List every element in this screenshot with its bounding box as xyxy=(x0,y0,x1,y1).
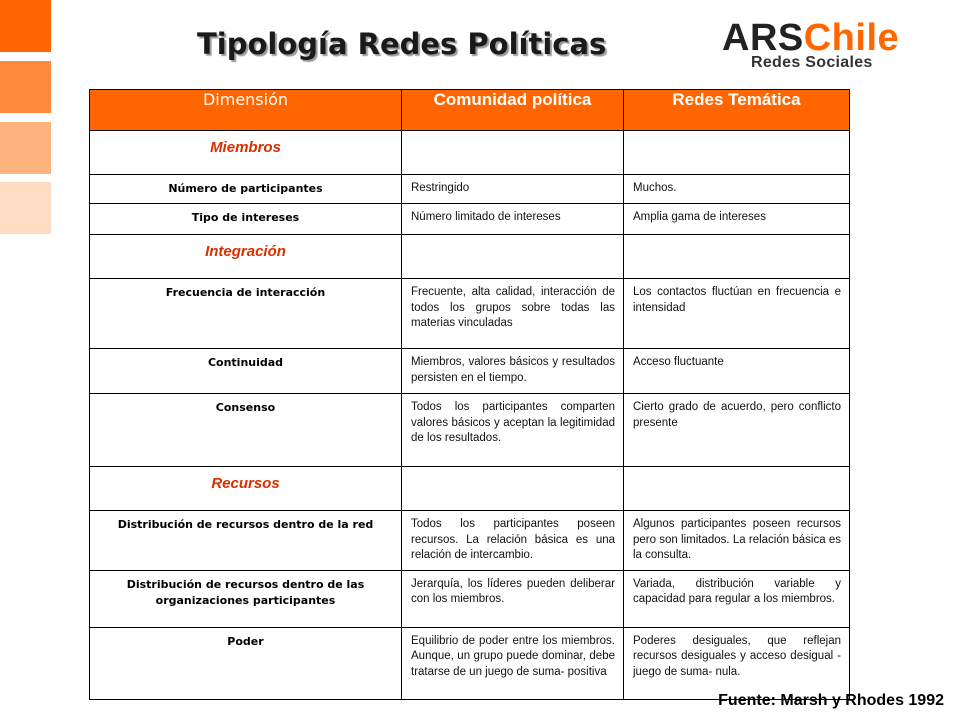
dimension-cell: Número de participantes xyxy=(90,175,402,204)
logo-chile: Chile xyxy=(803,17,900,59)
redes-cell: Acceso fluctuante xyxy=(624,349,850,394)
redes-cell: Variada, distribución variable y capacidad para regular a los miembros. xyxy=(624,570,850,627)
header-dimension: Dimensión xyxy=(90,90,402,131)
decorative-square-4 xyxy=(0,182,51,234)
logo-subtitle: Redes Sociales xyxy=(751,54,873,71)
header-redes-tematica: Redes Temática xyxy=(624,90,850,131)
logo-ars: ARS xyxy=(722,17,804,59)
dimension-cell: Consenso xyxy=(90,394,402,467)
table-row xyxy=(90,279,850,349)
dimension-cell: Distribución de recursos dentro de las organizaciones participantes xyxy=(90,570,402,627)
arschile-logo xyxy=(722,18,899,72)
comunidad-cell: Todos los participantes comparten valores básicos y aceptan la legitimidad de los resultados. xyxy=(402,394,624,467)
decorative-square-2 xyxy=(0,61,51,113)
dimension-cell: Distribución de recursos dentro de la red xyxy=(90,511,402,571)
redes-cell: Muchos. xyxy=(624,175,850,204)
section-label: Miembros xyxy=(90,131,402,175)
dimension-cell: Frecuencia de interacción xyxy=(90,279,402,349)
table-row xyxy=(90,511,850,571)
table-row xyxy=(90,570,850,627)
dimension-cell: Poder xyxy=(90,627,402,699)
comunidad-cell: Equilibrio de poder entre los miembros. Aunque, un grupo puede dominar, debe tratarse de un juego de suma- positiva xyxy=(402,627,624,699)
table-row xyxy=(90,175,850,204)
redes-cell: Algunos participantes poseen recursos pero son limitados. La relación básica es la consulta. xyxy=(624,511,850,571)
section-row-miembros xyxy=(90,131,850,175)
table-header-row xyxy=(90,90,850,131)
redes-cell: Poderes desiguales, que reflejan recursos desiguales y acceso desigual - juego de suma- nula. xyxy=(624,627,850,699)
comunidad-cell: Miembros, valores básicos y resultados persisten en el tiempo. xyxy=(402,349,624,394)
empty-cell xyxy=(402,467,624,511)
dimension-cell: Continuidad xyxy=(90,349,402,394)
dimension-cell: Tipo de intereses xyxy=(90,204,402,235)
table-row xyxy=(90,349,850,394)
page-title: Tipología Redes Políticas xyxy=(197,27,607,61)
decorative-square-3 xyxy=(0,122,51,174)
table-row xyxy=(90,394,850,467)
comunidad-cell: Jerarquía, los líderes pueden deliberar con los miembros. xyxy=(402,570,624,627)
comunidad-cell: Todos los participantes poseen recursos. La relación básica es una relación de intercambio. xyxy=(402,511,624,571)
empty-cell xyxy=(624,467,850,511)
table-row xyxy=(90,204,850,235)
redes-cell: Cierto grado de acuerdo, pero conflicto presente xyxy=(624,394,850,467)
comunidad-cell: Frecuente, alta calidad, interacción de todos los grupos sobre todas las materias vinculadas xyxy=(402,279,624,349)
section-row-recursos xyxy=(90,467,850,511)
empty-cell xyxy=(402,235,624,279)
source-citation: Fuente: Marsh y Rhodes 1992 xyxy=(718,692,944,709)
empty-cell xyxy=(624,235,850,279)
table-row xyxy=(90,627,850,699)
header-comunidad-politica: Comunidad política xyxy=(402,90,624,131)
section-label: Integración xyxy=(90,235,402,279)
empty-cell xyxy=(402,131,624,175)
comunidad-cell: Número limitado de intereses xyxy=(402,204,624,235)
section-label: Recursos xyxy=(90,467,402,511)
redes-cell: Amplia gama de intereses xyxy=(624,204,850,235)
redes-cell: Los contactos fluctúan en frecuencia e intensidad xyxy=(624,279,850,349)
comunidad-cell: Restringido xyxy=(402,175,624,204)
section-row-integracion xyxy=(90,235,850,279)
decorative-square-1 xyxy=(0,0,51,52)
logo-wordmark xyxy=(722,18,899,58)
empty-cell xyxy=(624,131,850,175)
typology-table xyxy=(89,89,850,700)
